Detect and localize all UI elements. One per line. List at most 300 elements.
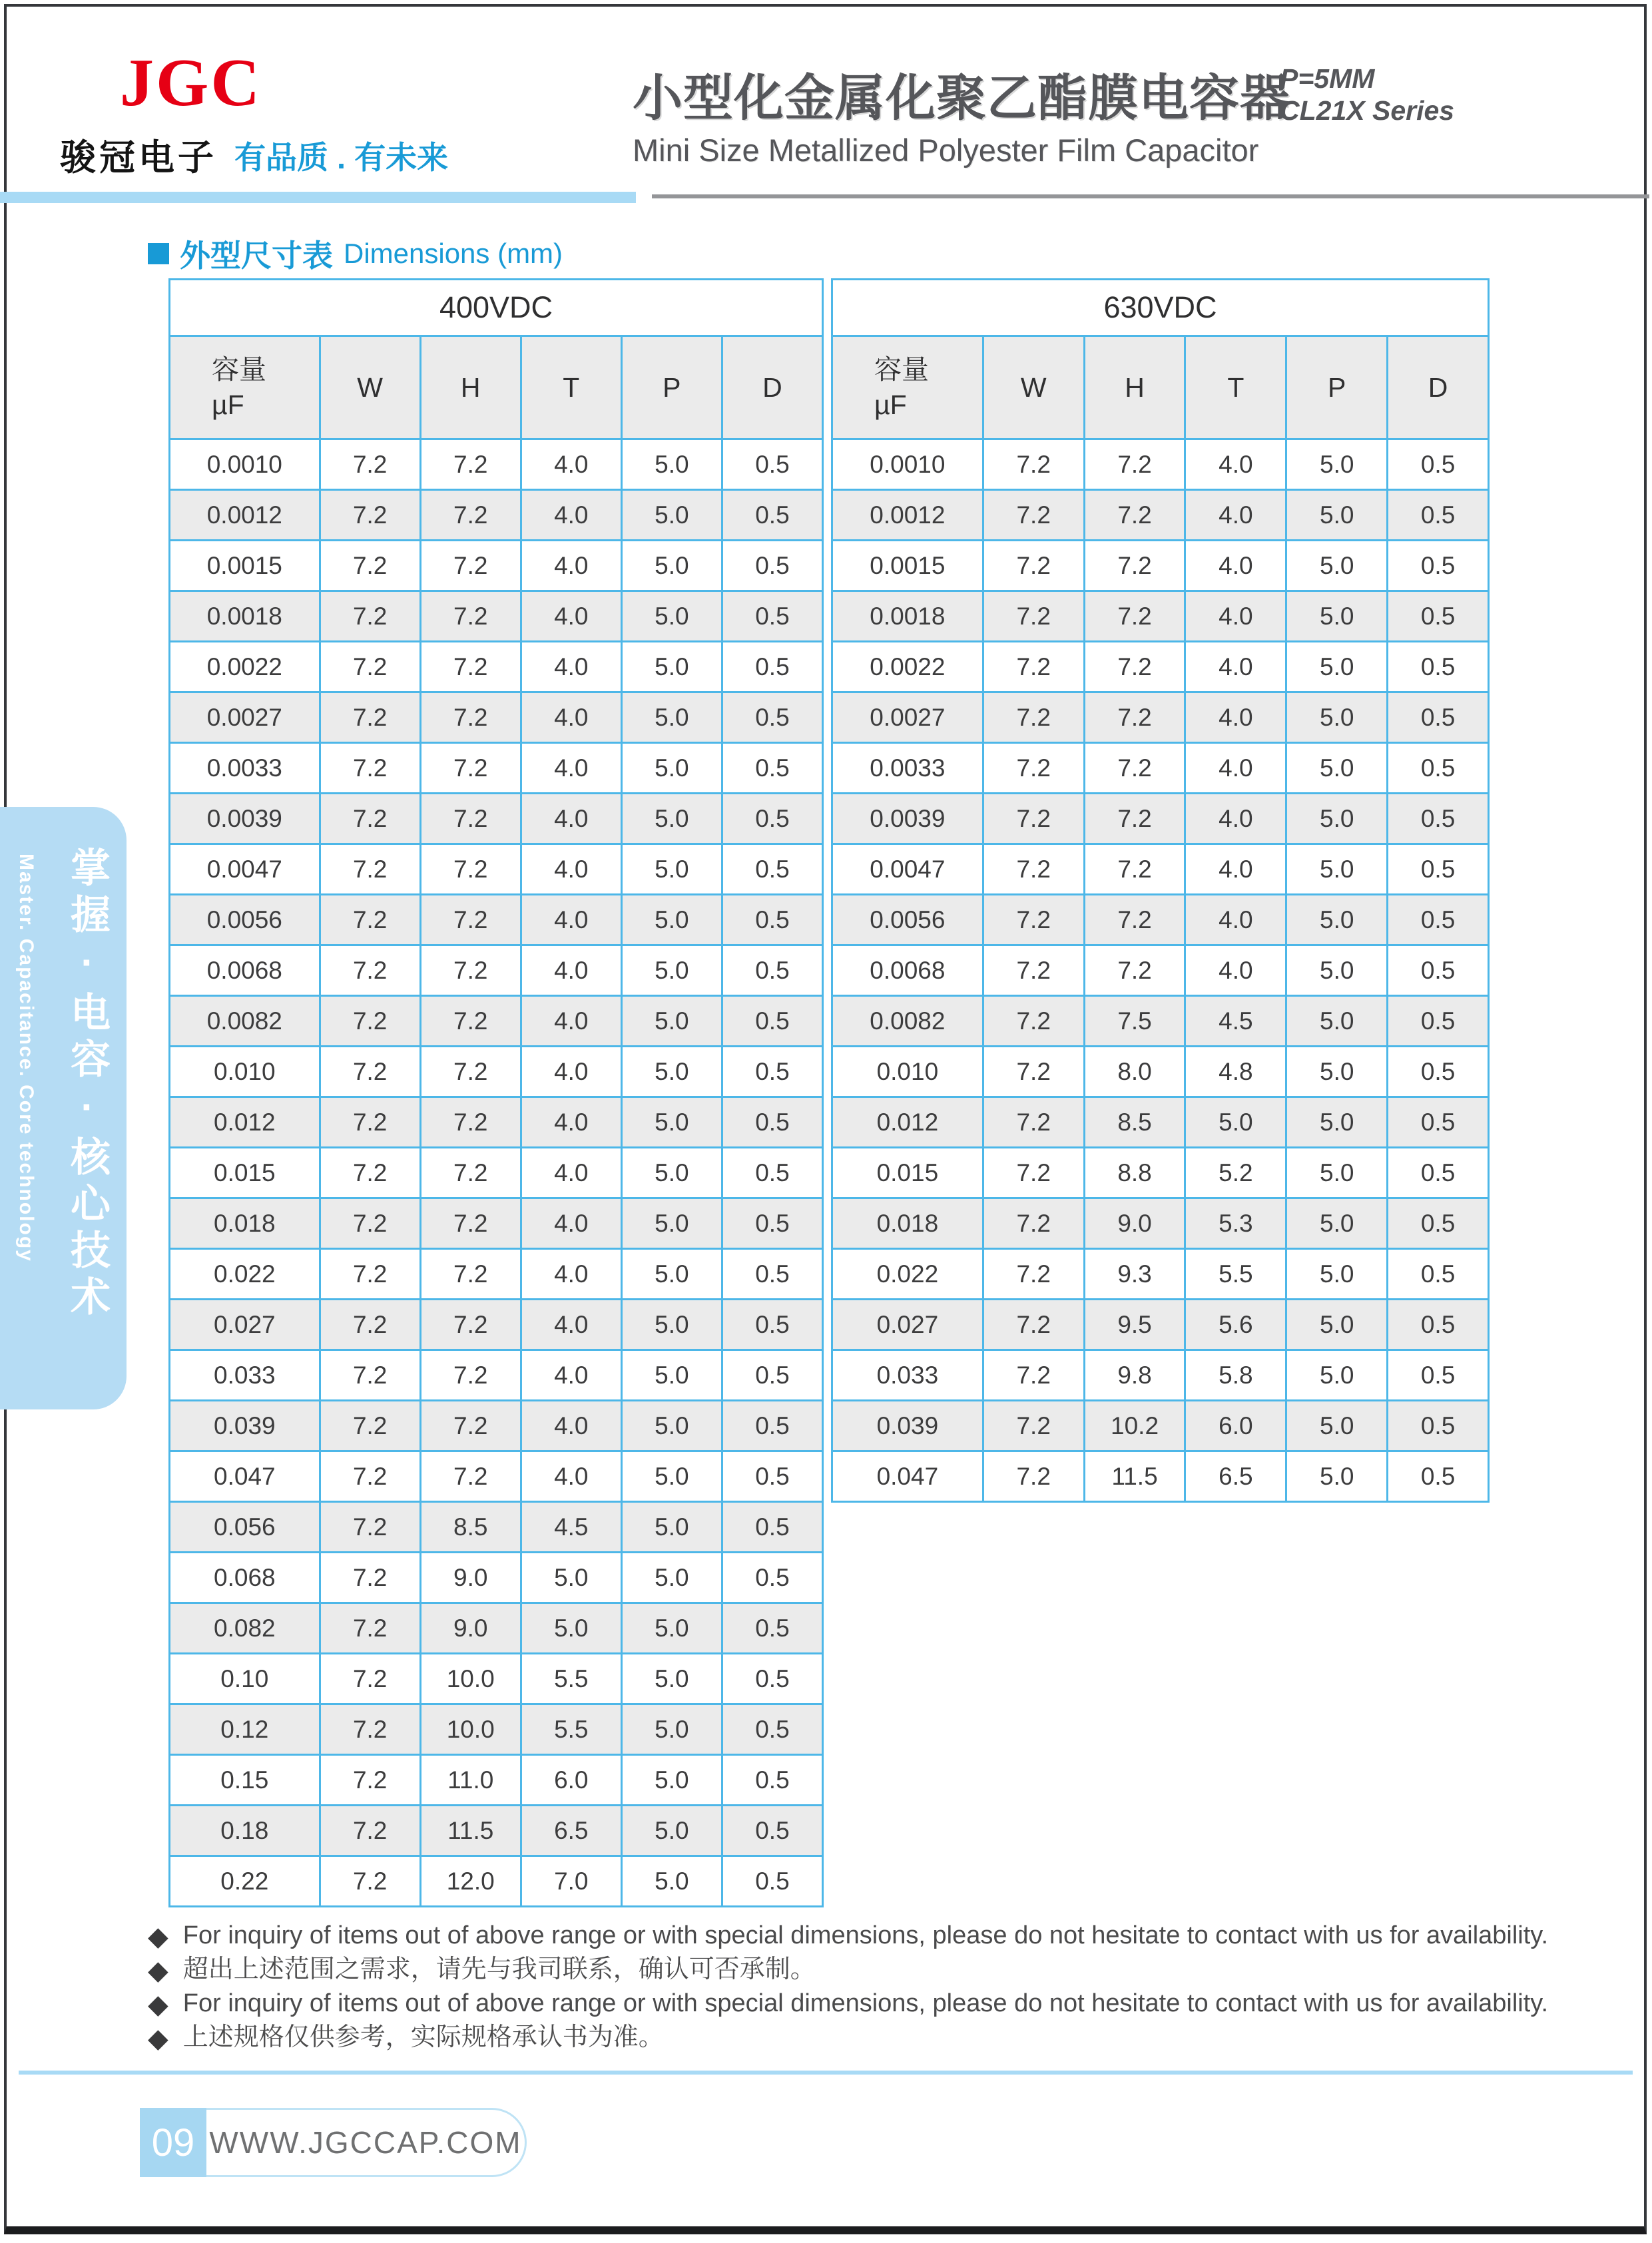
dimension-cell: 4.0: [521, 642, 621, 692]
dimension-cell: 4.0: [521, 1047, 621, 1097]
dimension-cell: 10.0: [420, 1704, 521, 1755]
dimension-cell: 7.2: [983, 1451, 1084, 1502]
table-row: [170, 1198, 823, 1249]
dimension-cell: 5.0: [621, 844, 722, 895]
table-row: [170, 1502, 823, 1553]
table-row: [832, 1451, 1489, 1502]
dimension-cell: 7.2: [320, 490, 420, 541]
dimension-cell: 4.0: [521, 1350, 621, 1401]
series-label: [1280, 63, 1454, 127]
capacitance-cell: 0.015: [170, 1148, 320, 1198]
capacitance-cell: 0.033: [832, 1350, 983, 1401]
dimension-cell: 0.5: [1388, 794, 1489, 844]
dimension-cell: 0.5: [722, 490, 822, 541]
dimension-cell: 5.0: [1286, 490, 1388, 541]
capacitance-cell: 0.012: [170, 1097, 320, 1148]
dimension-cell: 5.0: [621, 1654, 722, 1704]
table-row: [832, 996, 1489, 1047]
header-blue-bar: [0, 192, 636, 203]
dimension-cell: 0.5: [722, 1755, 822, 1806]
dimension-cell: 4.0: [1185, 844, 1286, 895]
dimension-cell: 7.2: [420, 1198, 521, 1249]
dimension-cell: 7.0: [521, 1856, 621, 1907]
dimension-cell: 7.2: [1084, 490, 1185, 541]
dimension-cell: 5.0: [621, 1300, 722, 1350]
dimension-cell: 4.0: [521, 439, 621, 490]
table-row: [170, 844, 823, 895]
table-row: [170, 1350, 823, 1401]
dimension-cell: 7.2: [320, 1401, 420, 1451]
dimension-cell: 7.2: [983, 1401, 1084, 1451]
dimension-cell: 5.0: [1286, 743, 1388, 794]
dimension-cell: 5.5: [1185, 1249, 1286, 1300]
dimension-cell: 7.2: [420, 1047, 521, 1097]
dimension-cell: 0.5: [722, 1148, 822, 1198]
col-header-h: H: [420, 336, 521, 439]
dimension-cell: 5.0: [621, 1553, 722, 1603]
dimension-cell: 7.2: [983, 692, 1084, 743]
dimension-cell: 6.5: [521, 1806, 621, 1856]
dimension-cell: 7.2: [320, 1198, 420, 1249]
table-row: [832, 490, 1489, 541]
capacitance-cell: 0.0022: [832, 642, 983, 692]
dimension-cell: 10.0: [420, 1654, 521, 1704]
col-header-d: D: [722, 336, 822, 439]
col-header-t: T: [521, 336, 621, 439]
dimension-cell: 0.5: [722, 895, 822, 945]
table-row: [170, 1806, 823, 1856]
dimension-cell: 7.2: [1084, 591, 1185, 642]
dimension-cell: 5.0: [621, 692, 722, 743]
dimension-cell: 7.2: [983, 1148, 1084, 1198]
dimension-cell: 0.5: [722, 1047, 822, 1097]
table-row: [832, 692, 1489, 743]
blue-square-icon: [148, 243, 169, 264]
dimension-cell: 7.2: [320, 1300, 420, 1350]
dimension-cell: 4.0: [1185, 490, 1286, 541]
dimension-cell: 5.0: [621, 794, 722, 844]
dimension-cell: 5.0: [621, 1148, 722, 1198]
table-row: [832, 1047, 1489, 1097]
capacitance-cell: 0.15: [170, 1755, 320, 1806]
dimension-cell: 7.2: [420, 692, 521, 743]
col-header-d: D: [1388, 336, 1489, 439]
dimension-cell: 7.2: [420, 1249, 521, 1300]
footer-pill: [140, 2108, 527, 2177]
capacitance-cell: 0.0018: [170, 591, 320, 642]
capacitance-cell: 0.0010: [832, 439, 983, 490]
table-row: [832, 895, 1489, 945]
dimension-cell: 5.0: [1286, 1451, 1388, 1502]
dimension-cell: 5.0: [1286, 591, 1388, 642]
dimension-cell: 5.0: [1286, 1198, 1388, 1249]
dimension-cell: 5.0: [521, 1603, 621, 1654]
dimension-cell: 7.2: [320, 1806, 420, 1856]
dimension-cell: 5.2: [1185, 1148, 1286, 1198]
dimension-cell: 7.2: [1084, 642, 1185, 692]
dimension-cell: 7.2: [983, 1097, 1084, 1148]
dimension-cell: 0.5: [722, 692, 822, 743]
dimension-cell: 5.0: [621, 1350, 722, 1401]
dimension-cell: 4.0: [521, 794, 621, 844]
table-row: [832, 1350, 1489, 1401]
dimension-cell: 9.0: [1084, 1198, 1185, 1249]
capacitance-cell: 0.068: [170, 1553, 320, 1603]
dimension-cell: 5.0: [1286, 996, 1388, 1047]
capacitance-cell: 0.015: [832, 1148, 983, 1198]
dimension-cell: 7.2: [983, 743, 1084, 794]
capacitance-cell: 0.12: [170, 1704, 320, 1755]
section-heading: [148, 232, 563, 276]
dimension-cell: 4.0: [1185, 945, 1286, 996]
sidebar-tab: [0, 807, 127, 1409]
table-row: [832, 945, 1489, 996]
dimension-cell: 0.5: [722, 1401, 822, 1451]
dimension-cell: 11.5: [1084, 1451, 1185, 1502]
table-row: [832, 1148, 1489, 1198]
dimension-cell: 0.5: [1388, 1451, 1489, 1502]
dimension-cell: 4.0: [1185, 692, 1286, 743]
dimension-cell: 5.0: [621, 1401, 722, 1451]
capacitance-cell: 0.0027: [832, 692, 983, 743]
dimension-cell: 7.2: [420, 996, 521, 1047]
dimension-cell: 4.0: [521, 692, 621, 743]
table-row: [170, 794, 823, 844]
capacitance-cell: 0.0033: [832, 743, 983, 794]
dimension-cell: 5.6: [1185, 1300, 1286, 1350]
dimension-cell: 5.0: [1286, 541, 1388, 591]
capacitance-cell: 0.056: [170, 1502, 320, 1553]
capacitance-cell: 0.0068: [832, 945, 983, 996]
dimension-cell: 4.0: [1185, 642, 1286, 692]
dimension-cell: 0.5: [1388, 844, 1489, 895]
series-name: CL21X Series: [1280, 95, 1455, 126]
dimension-cell: 0.5: [1388, 1300, 1489, 1350]
table-row: [170, 642, 823, 692]
capacitance-cell: 0.0056: [832, 895, 983, 945]
dimension-cell: 5.0: [1286, 844, 1388, 895]
table-row: [170, 490, 823, 541]
capacitance-cell: 0.022: [832, 1249, 983, 1300]
capacitance-cell: 0.0047: [170, 844, 320, 895]
dimension-cell: 4.0: [521, 1097, 621, 1148]
dimension-cell: 6.5: [1185, 1451, 1286, 1502]
dimension-cell: 4.0: [521, 844, 621, 895]
dimension-cell: 4.8: [1185, 1047, 1286, 1097]
table-row: [170, 1451, 823, 1502]
dimension-cell: 5.0: [621, 1249, 722, 1300]
dimension-cell: 0.5: [722, 642, 822, 692]
dimension-cell: 9.3: [1084, 1249, 1185, 1300]
table-row: [170, 1603, 823, 1654]
diamond-icon: ◆: [148, 1922, 168, 1951]
capacitance-cell: 0.0039: [832, 794, 983, 844]
footnotes: [148, 1921, 1573, 2057]
dimension-cell: 5.0: [621, 490, 722, 541]
dimensions-table-400vdc: [168, 278, 824, 1907]
dimension-cell: 7.2: [420, 1097, 521, 1148]
dimension-cell: 5.0: [621, 743, 722, 794]
dimension-cell: 7.2: [320, 1249, 420, 1300]
dimension-cell: 7.2: [983, 541, 1084, 591]
dimension-cell: 5.0: [621, 1856, 722, 1907]
dimension-cell: 4.0: [521, 1148, 621, 1198]
table-row: [170, 1553, 823, 1603]
dimension-cell: 5.0: [621, 945, 722, 996]
diamond-icon: ◆: [148, 1956, 168, 1985]
dimension-cell: 4.0: [521, 996, 621, 1047]
dimension-cell: 0.5: [1388, 1350, 1489, 1401]
table-row: [832, 591, 1489, 642]
dimension-cell: 0.5: [722, 1451, 822, 1502]
dimension-cell: 5.0: [621, 1451, 722, 1502]
dimension-cell: 7.2: [420, 844, 521, 895]
dimension-cell: 5.8: [1185, 1350, 1286, 1401]
capacitance-cell: 0.022: [170, 1249, 320, 1300]
col-header-capacitance: 容量 µF: [170, 336, 320, 439]
dimension-cell: 0.5: [722, 591, 822, 642]
dimension-cell: 0.5: [722, 541, 822, 591]
table-row: [170, 1654, 823, 1704]
dimension-cell: 7.2: [420, 490, 521, 541]
col-header-w: W: [983, 336, 1084, 439]
capacitance-cell: 0.018: [832, 1198, 983, 1249]
dimension-cell: 0.5: [722, 1856, 822, 1907]
sidebar-text-cn: 掌握·电容·核心技术: [65, 847, 110, 1322]
dimension-cell: 7.2: [1084, 945, 1185, 996]
dimension-cell: 7.2: [1084, 541, 1185, 591]
table-row: [170, 439, 823, 490]
dimension-cell: 7.2: [983, 1350, 1084, 1401]
dimension-cell: 7.2: [983, 945, 1084, 996]
capacitance-cell: 0.0010: [170, 439, 320, 490]
col-header-capacitance: 容量 µF: [832, 336, 983, 439]
dimension-cell: 5.0: [621, 1603, 722, 1654]
footnote-text: 超出上述范围之需求，请先与我司联系，确认可否承制。: [182, 1955, 816, 1983]
dimension-cell: 7.2: [320, 1654, 420, 1704]
dimension-cell: 7.2: [320, 945, 420, 996]
capacitance-cell: 0.0033: [170, 743, 320, 794]
dimension-cell: 6.0: [1185, 1401, 1286, 1451]
capacitance-cell: 0.0027: [170, 692, 320, 743]
table-row: [170, 1047, 823, 1097]
dimension-cell: 4.0: [521, 743, 621, 794]
dimension-cell: 7.2: [420, 945, 521, 996]
dimension-cell: 6.0: [521, 1755, 621, 1806]
capacitance-cell: 0.010: [170, 1047, 320, 1097]
diamond-icon: ◆: [148, 1990, 168, 2019]
dimension-cell: 7.2: [420, 1401, 521, 1451]
dimension-cell: 7.2: [420, 439, 521, 490]
dimension-cell: 4.0: [521, 945, 621, 996]
dimension-cell: 5.0: [621, 996, 722, 1047]
dimension-cell: 0.5: [722, 1603, 822, 1654]
dimension-cell: 7.2: [983, 642, 1084, 692]
capacitance-cell: 0.0039: [170, 794, 320, 844]
dimension-cell: 0.5: [722, 1553, 822, 1603]
table-row: [832, 1198, 1489, 1249]
dimension-cell: 7.2: [420, 743, 521, 794]
page-title-cn: 小型化金属化聚乙酯膜电容器: [633, 70, 1291, 126]
company-logo: JGC: [120, 45, 262, 121]
dimension-cell: 0.5: [1388, 439, 1489, 490]
dimension-cell: 4.0: [521, 490, 621, 541]
capacitance-cell: 0.010: [832, 1047, 983, 1097]
dimension-cell: 5.0: [621, 895, 722, 945]
dimension-cell: 5.0: [1286, 895, 1388, 945]
dimension-cell: 11.0: [420, 1755, 521, 1806]
dimension-cell: 0.5: [722, 1300, 822, 1350]
dimension-cell: 0.5: [1388, 1198, 1489, 1249]
dimension-cell: 7.2: [983, 895, 1084, 945]
dimension-cell: 5.5: [521, 1654, 621, 1704]
dimension-cell: 5.0: [1286, 794, 1388, 844]
dimension-cell: 7.2: [320, 1097, 420, 1148]
dimension-cell: 7.2: [320, 1451, 420, 1502]
dimension-cell: 7.2: [420, 1300, 521, 1350]
dimension-cell: 4.0: [1185, 895, 1286, 945]
table-row: [170, 541, 823, 591]
dimension-cell: 7.2: [983, 1249, 1084, 1300]
capacitance-cell: 0.0082: [170, 996, 320, 1047]
diamond-icon: ◆: [148, 2024, 168, 2053]
dimension-cell: 7.2: [420, 1451, 521, 1502]
dimension-cell: 5.0: [1286, 1401, 1388, 1451]
dimension-cell: 5.0: [1286, 1097, 1388, 1148]
dimension-cell: 7.2: [983, 996, 1084, 1047]
voltage-header-400vdc: 400VDC: [170, 280, 823, 336]
dimension-cell: 7.2: [320, 1350, 420, 1401]
capacitance-cell: 0.033: [170, 1350, 320, 1401]
footnote-item: [148, 2023, 1573, 2054]
table-row: [832, 743, 1489, 794]
dimension-cell: 0.5: [722, 1198, 822, 1249]
dimension-cell: 5.0: [1286, 1047, 1388, 1097]
dimension-cell: 0.5: [722, 1350, 822, 1401]
dimension-cell: 7.5: [1084, 996, 1185, 1047]
dimension-cell: 7.2: [420, 541, 521, 591]
footnote-item: [148, 1921, 1573, 1952]
dimension-cell: 7.2: [1084, 794, 1185, 844]
table-row: [170, 1704, 823, 1755]
dimension-cell: 8.8: [1084, 1148, 1185, 1198]
dimension-cell: 5.0: [621, 439, 722, 490]
header-gray-line: [652, 194, 1649, 198]
table-row: [170, 1300, 823, 1350]
table-row: [170, 1249, 823, 1300]
company-name-cn: 骏冠电子: [60, 138, 217, 178]
dimension-cell: 5.0: [621, 1704, 722, 1755]
table-row: [170, 1148, 823, 1198]
table-row: [170, 743, 823, 794]
dimension-cell: 0.5: [722, 1704, 822, 1755]
dimension-cell: 5.0: [621, 541, 722, 591]
dimension-cell: 7.2: [1084, 692, 1185, 743]
table-row: [170, 945, 823, 996]
col-header-p: P: [621, 336, 722, 439]
dimension-cell: 5.0: [621, 642, 722, 692]
dimension-cell: 9.0: [420, 1603, 521, 1654]
dimension-cell: 0.5: [722, 996, 822, 1047]
dimension-cell: 7.2: [320, 541, 420, 591]
capacitance-cell: 0.039: [832, 1401, 983, 1451]
dimension-cell: 5.0: [621, 1502, 722, 1553]
dimension-cell: 4.0: [1185, 439, 1286, 490]
table-row: [832, 1249, 1489, 1300]
capacitance-cell: 0.0022: [170, 642, 320, 692]
dimension-cell: 7.2: [1084, 895, 1185, 945]
table-row: [170, 1401, 823, 1451]
capacitance-cell: 0.22: [170, 1856, 320, 1907]
dimension-cell: 4.0: [1185, 541, 1286, 591]
dimension-cell: 0.5: [722, 1097, 822, 1148]
dimension-cell: 7.2: [983, 1198, 1084, 1249]
capacitance-cell: 0.10: [170, 1654, 320, 1704]
dimension-cell: 7.2: [420, 642, 521, 692]
table-row: [832, 844, 1489, 895]
dimension-cell: 7.2: [320, 1755, 420, 1806]
dimension-cell: 7.2: [320, 1502, 420, 1553]
sidebar-text-en: Master. Capacitance. Core technology: [15, 854, 37, 1262]
dimension-cell: 4.0: [1185, 591, 1286, 642]
dimension-cell: 7.2: [320, 692, 420, 743]
dimension-cell: 8.0: [1084, 1047, 1185, 1097]
capacitance-cell: 0.0012: [170, 490, 320, 541]
dimensions-table-630vdc: [831, 278, 1490, 1503]
dimension-cell: 0.5: [1388, 642, 1489, 692]
capacitance-cell: 0.0068: [170, 945, 320, 996]
section-title-cn: 外型尺寸表: [180, 238, 333, 273]
dimension-cell: 5.0: [1286, 1300, 1388, 1350]
dimension-cell: 7.2: [320, 591, 420, 642]
dimension-cell: 4.5: [1185, 996, 1286, 1047]
dimension-cell: 7.2: [1084, 439, 1185, 490]
dimension-cell: 4.0: [521, 541, 621, 591]
dimension-cell: 7.2: [320, 1704, 420, 1755]
dimension-cell: 7.2: [420, 1350, 521, 1401]
dimension-cell: 4.0: [521, 591, 621, 642]
dimension-cell: 5.0: [1286, 439, 1388, 490]
footnote-item: [148, 1955, 1573, 1986]
dimension-cell: 7.2: [983, 844, 1084, 895]
page-title-en: Mini Size Metallized Polyester Film Capacitor: [633, 132, 1259, 168]
dimension-cell: 5.0: [621, 591, 722, 642]
dimension-cell: 0.5: [722, 1806, 822, 1856]
dimension-cell: 9.8: [1084, 1350, 1185, 1401]
company-slogan: 有品质 . 有未来: [234, 140, 449, 175]
capacitance-cell: 0.0012: [832, 490, 983, 541]
dimension-cell: 7.2: [320, 1148, 420, 1198]
dimension-cell: 7.2: [320, 1047, 420, 1097]
table-row: [170, 1856, 823, 1907]
dimension-cell: 5.0: [621, 1097, 722, 1148]
table-row: [832, 439, 1489, 490]
dimension-cell: 4.0: [521, 1198, 621, 1249]
table-row: [170, 895, 823, 945]
dimension-cell: 5.0: [1286, 1249, 1388, 1300]
dimension-cell: 0.5: [1388, 1401, 1489, 1451]
dimension-cell: 7.2: [320, 895, 420, 945]
footer-separator-line: [19, 2071, 1633, 2075]
website-url: WWW.JGCCAP.COM: [206, 2108, 527, 2177]
dimension-cell: 7.2: [983, 794, 1084, 844]
table-row: [832, 642, 1489, 692]
dimension-cell: 0.5: [1388, 945, 1489, 996]
dimension-cell: 5.0: [1286, 1350, 1388, 1401]
dimension-cell: 4.0: [521, 1249, 621, 1300]
dimension-cell: 9.0: [420, 1553, 521, 1603]
dimension-cell: 0.5: [722, 743, 822, 794]
